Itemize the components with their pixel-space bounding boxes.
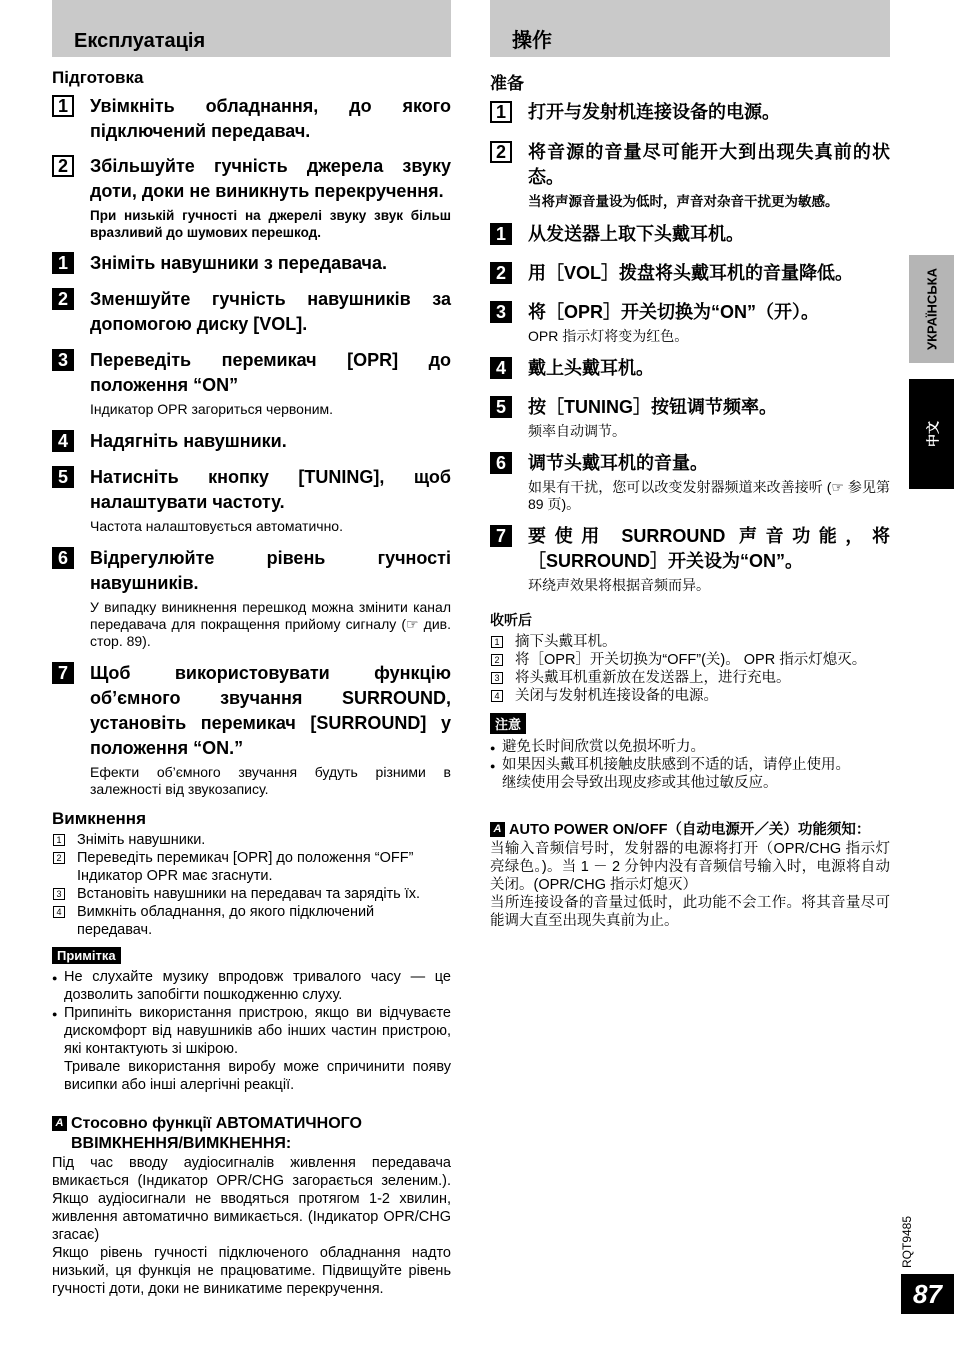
language-tab-label: УКРАЇНСЬКА: [924, 268, 939, 350]
operation-step: [490, 395, 890, 440]
step-text: 打开与发射机连接设备的电源。: [528, 102, 780, 122]
auto-power-heading-text: Стосовно функції АВТОМАТИЧНОГО ВВІМКНЕННЯ/ВИМКНЕННЯ:: [71, 1115, 362, 1152]
operation-step: [52, 348, 451, 418]
notes-list: [52, 968, 451, 1094]
step-number: 6: [52, 547, 74, 569]
step-note: 环绕声效果将根据音频而异。: [528, 577, 710, 593]
off-steps-list: [52, 831, 451, 939]
note-label: Примітка: [52, 947, 121, 964]
operation-step: [52, 465, 451, 535]
list-item: [490, 687, 890, 705]
auto-power-heading-text: AUTO POWER ON/OFF（自动电源开／关）功能须知：: [509, 822, 871, 838]
operation-step: [52, 661, 451, 798]
step-number: 1: [52, 95, 74, 117]
step-note: OPR 指示灯将变为红色。: [528, 328, 689, 344]
step-text: Переведіть перемикач [OPR] до положення “ON”: [90, 350, 451, 395]
step-number: 3: [491, 672, 503, 684]
list-item-text: 将［OPR］开关切换为“OFF”(关)。 OPR 指示灯熄灭。: [515, 652, 867, 668]
step-text: 按［TUNING］按钮调节频率。: [528, 397, 777, 417]
prep-step: [52, 154, 451, 241]
step-number: 5: [52, 466, 74, 488]
list-item-text: Встановіть навушники на передавач та зарядіть їх.: [77, 886, 421, 902]
auto-power-paragraph: Під час вводу аудіосигналів живлення передавача вмикається (Індикатор OPR/CHG загорається зеленим.). Якщо аудіосигнали не вводяться протягом 1-2 хвилин, живлення автоматично вимикається. (Індикатор OPR/CHG згасає): [52, 1155, 451, 1243]
step-number: 2: [52, 288, 74, 310]
chinese-column: [490, 0, 890, 930]
list-item: [490, 651, 890, 669]
step-number: 4: [491, 690, 503, 702]
operation-step: [490, 300, 890, 345]
step-text: Увімкніть обладнання, до якого підключений передавач.: [90, 96, 451, 141]
auto-power-paragraph: 当输入音频信号时，发射器的电源将打开（OPR/CHG 指示灯亮绿色。)。当 1 － 2 分钟内没有音频信号输入时，电源将自动关闭。(OPR/CHG 指示灯熄灭）: [490, 841, 890, 893]
operation-step: [490, 524, 890, 594]
operation-step: [52, 251, 451, 276]
prep-step: [52, 94, 451, 144]
list-item: [52, 831, 451, 849]
auto-power-heading: [52, 1114, 451, 1154]
list-item-text: 关闭与发射机连接设备的电源。: [515, 688, 718, 704]
step-number: 2: [53, 852, 65, 864]
section-header: [490, 0, 890, 57]
step-number: 3: [52, 349, 74, 371]
step-text: 将音源的音量尽可能开大到出现失真前的状态。: [528, 142, 890, 187]
step-number: 4: [52, 430, 74, 452]
step-number: 1: [490, 223, 512, 245]
step-text: Відрегулюйте рівень гучності навушників.: [90, 548, 451, 593]
operation-step: [52, 546, 451, 650]
list-item-continuation: 继续使用会导致出现皮疹或其他过敏反应。: [502, 775, 778, 791]
step-text: Збільшуйте гучність джерела звуку доти, доки не виникнуть перекручення.: [90, 156, 451, 201]
list-item: [52, 1004, 451, 1094]
list-item-text: 将头戴耳机重新放在发送器上，进行充电。: [515, 670, 791, 686]
step-note: 当将声源音量设为低时，声音对杂音干扰更为敏感。: [528, 194, 839, 209]
step-number: 3: [490, 301, 512, 323]
list-item: [52, 903, 451, 939]
page-number: 87: [901, 1274, 954, 1314]
list-item: [52, 849, 451, 885]
list-item-continuation: Тривале використання виробу може спричинити появу висипки або інші алергічні реакції.: [64, 1059, 451, 1093]
step-note: 如果有干扰，您可以改变发射器频道来改善接听 (☞ 参见第 89 页)。: [528, 479, 890, 512]
auto-power-heading: [490, 820, 890, 840]
off-steps-list: [490, 633, 890, 705]
step-number: 2: [490, 262, 512, 284]
operation-step: [490, 356, 890, 381]
prep-step: [490, 140, 890, 210]
step-text: 戴上头戴耳机。: [528, 358, 654, 378]
step-number: 4: [490, 357, 512, 379]
list-item: [490, 633, 890, 651]
notes-list: [490, 738, 890, 792]
step-note: Індикатор OPR загориться червоним.: [90, 401, 334, 417]
step-number: 5: [490, 396, 512, 418]
step-number: 7: [490, 525, 512, 547]
step-number: 1: [53, 834, 65, 846]
language-tab-ukrainian: [909, 255, 954, 363]
list-item: ● Не слухайте музику впродовж тривалого часу — це дозволить запобігти пошкодженню слуху.: [52, 968, 451, 1004]
step-text: 要使用 SURROUND 声音功能，将［SURROUND］开关设为“ON”。: [528, 526, 890, 571]
step-note: При низькій гучності на джерелі звуку звук більш вразливий до шумових перешкод.: [90, 208, 451, 240]
list-item-text: Переведіть перемикач [OPR] до положення “OFF” Індикатор OPR має згаснути.: [77, 850, 414, 884]
list-item-text: Припиніть використання пристрою, якщо ви відчуваєте дискомфорт від навушників або інших частин пристрою, які контактують зі шкірою.: [64, 1005, 451, 1057]
operation-step: [490, 222, 890, 247]
document-code: [893, 1212, 921, 1272]
ukrainian-column: [52, 0, 451, 1298]
step-note: Частота налаштовується автоматично.: [90, 518, 343, 534]
operation-step: [490, 261, 890, 286]
list-item-text: 摘下头戴耳机。: [515, 634, 617, 650]
note-label: 注意: [490, 713, 526, 734]
step-text: Зменшуйте гучність навушників за допомогою диску [VOL].: [90, 289, 451, 334]
list-item-text: 如果因头戴耳机接触皮肤感到不适的话，请停止使用。: [502, 757, 850, 773]
language-tab-chinese: [909, 379, 954, 489]
auto-power-paragraph: 当所连接设备的音量过低时，此功能不会工作。将其音量尽可能调大直至出现失真前为止。: [490, 895, 890, 929]
step-text: Щоб використовувати функцію об’ємного звучання SURROUND, установіть перемикач [SURROUND] у положення “ON.”: [90, 663, 451, 758]
a-box-icon: A: [490, 822, 505, 837]
step-number: 2: [491, 654, 503, 666]
list-item-text: Вимкніть обладнання, до якого підключений передавач.: [77, 904, 375, 938]
operation-step: [490, 451, 890, 513]
auto-power-paragraph: Якщо рівень гучності підключеного обладнання надто низький, ця функція не працюватиме. Підвищуйте рівень гучності доти, доки не виникатиме перекручення.: [52, 1245, 451, 1297]
list-item: [490, 669, 890, 687]
step-number: 1: [52, 252, 74, 274]
step-note: Ефекти об’ємного звучання будуть різними в залежності від звукозапису.: [90, 764, 451, 797]
step-text: Натисніть кнопку [TUNING], щоб налаштувати частоту.: [90, 467, 451, 512]
prep-heading: Підготовка: [52, 68, 144, 87]
list-item: [490, 756, 890, 792]
operation-step: [52, 429, 451, 454]
step-note: 频率自动调节。: [528, 423, 626, 439]
step-text: 调节头戴耳机的音量。: [528, 453, 708, 473]
language-tab-label: 中文: [925, 420, 940, 448]
step-number: 7: [52, 662, 74, 684]
step-text: 用［VOL］拨盘将头戴耳机的音量降低。: [528, 263, 854, 283]
off-heading: Вимкнення: [52, 809, 146, 828]
prep-step: [490, 100, 890, 125]
step-number: 3: [53, 888, 65, 900]
section-header: [52, 0, 451, 57]
list-item-text: Зніміть навушники.: [77, 832, 206, 848]
step-number: 1: [490, 101, 512, 123]
list-item: ● 避免长时间欣赏以免损坏听力。: [490, 738, 890, 756]
step-number: 4: [53, 906, 65, 918]
step-number: 2: [52, 155, 74, 177]
step-text: Надягніть навушники.: [90, 431, 287, 451]
a-box-icon: A: [52, 1116, 67, 1131]
prep-heading: 准备: [490, 74, 524, 93]
operation-step: [52, 287, 451, 337]
step-text: 从发送器上取下头戴耳机。: [528, 224, 744, 244]
step-text: Зніміть навушники з передавача.: [90, 253, 387, 273]
list-item: [52, 885, 451, 903]
off-heading: 收听后: [490, 612, 532, 628]
step-number: 2: [490, 141, 512, 163]
step-number: 6: [490, 452, 512, 474]
step-text: 将［OPR］开关切换为“ON”（开）。: [528, 302, 820, 322]
document-code-text: RQT9485: [900, 1215, 914, 1269]
step-note: У випадку виникнення перешкод можна змінити канал передавача для покращення прийому сигналу (☞ див. стор. 89).: [90, 599, 451, 649]
section-title: Експлуатація: [74, 30, 206, 52]
step-number: 1: [491, 636, 503, 648]
section-title: 操作: [512, 30, 552, 52]
